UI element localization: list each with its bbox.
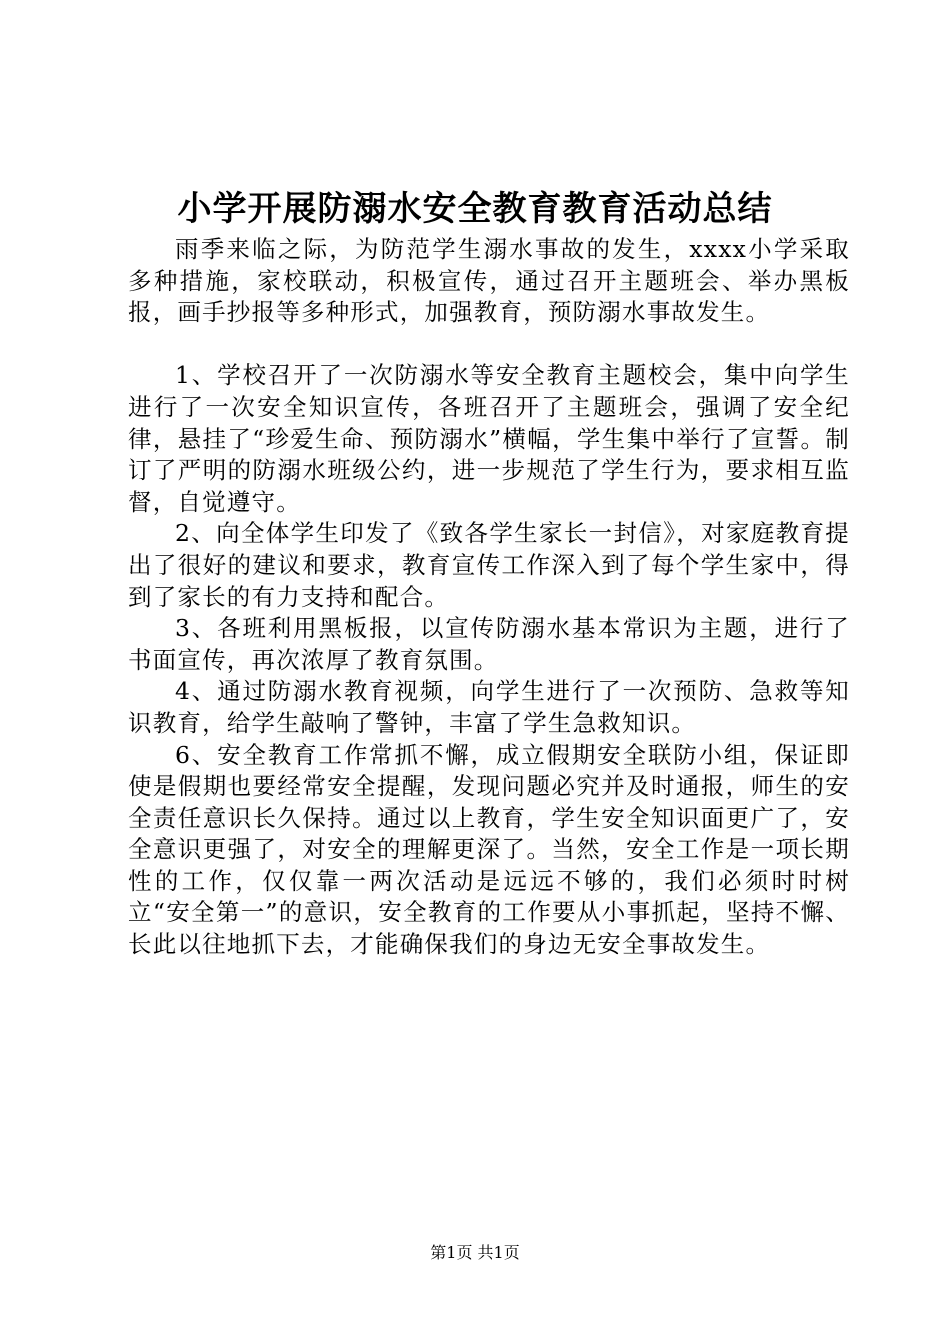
item-paragraph-1: 1、学校召开了一次防溺水等安全教育主题校会，集中向学生进行了一次安全知识宣传，各班召开了主题班会，强调了安全纪律，悬挂了“珍爱生命、预防溺水”横幅，学生集中举行了宣誓。制订了严明的防溺水班级公约，进一步规范了学生行为，要求相互监督，自觉遵守。 [128, 361, 850, 516]
page-footer: 第1页 共1页 [430, 1243, 520, 1262]
document-body [128, 234, 850, 961]
item-paragraph-2: 2、向全体学生印发了《致各学生家长一封信》，对家庭教育提出了很好的建议和要求，教育宣传工作深入到了每个学生家中，得到了家长的有力支持和配合。 [128, 519, 850, 611]
item-paragraph-3: 3、各班利用黑板报，以宣传防溺水基本常识为主题，进行了书面宣传，再次浓厚了教育氛围。 [128, 614, 850, 674]
intro-paragraph: 雨季来临之际，为防范学生溺水事故的发生，xxxx小学采取多种措施，家校联动，积极宣传，通过召开主题班会、举办黑板报，画手抄报等多种形式，加强教育，预防溺水事故发生。 [128, 235, 850, 327]
document-title: 小学开展防溺水安全教育教育活动总结 [177, 189, 773, 229]
item-paragraph-6: 6、安全教育工作常抓不懈，成立假期安全联防小组，保证即使是假期也要经常安全提醒，发现问题必究并及时通报，师生的安全责任意识长久保持。通过以上教育，学生安全知识面更广了，安全意识更强了，对安全的理解更深了。当然，安全工作是一项长期性的工作，仅仅靠一两次活动是远远不够的，我们必须时时树立“安全第一”的意识，安全教育的工作要从小事抓起，坚持不懈、长此以往地抓下去，才能确保我们的身边无安全事故发生。 [128, 740, 850, 959]
item-paragraph-4: 4、通过防溺水教育视频，向学生进行了一次预防、急救等知识教育，给学生敲响了警钟，丰富了学生急救知识。 [128, 677, 850, 737]
